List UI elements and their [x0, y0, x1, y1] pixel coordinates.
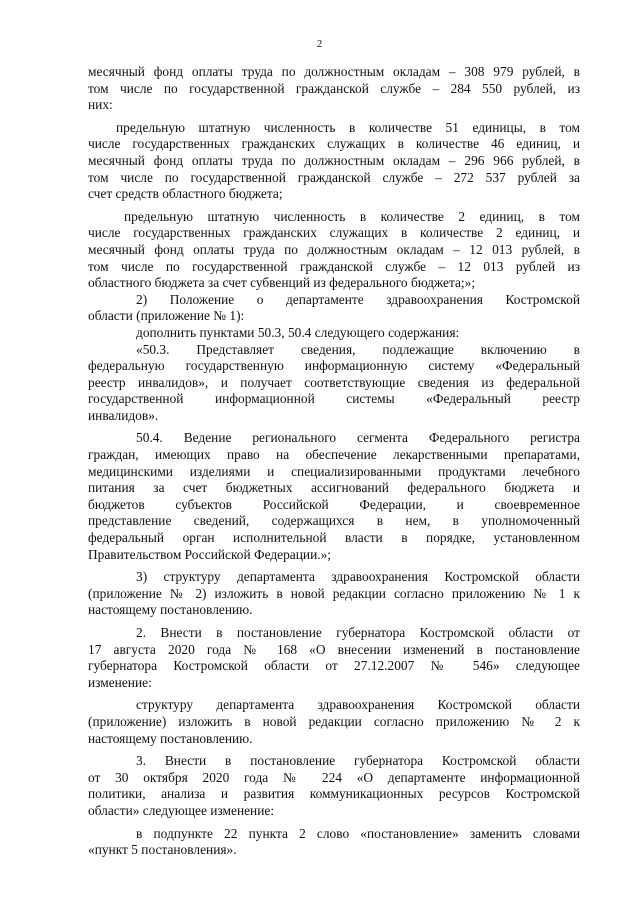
paragraph-item-50-4: [88, 430, 580, 563]
text-line: месячный фонд оплаты труда по должностным окладам – 12 013 рублей, в: [88, 241, 580, 257]
text-line: предельную штатную численность в количестве 2 единиц, в том: [124, 208, 580, 224]
text-line: от 30 октября 2020 года № 224 «О департаменте информационной: [88, 769, 580, 785]
text-line: (приложение № 2) изложить в новой редакции согласно приложению № 1 к: [88, 585, 580, 601]
text-line: граждан, имеющих право на обеспечение лекарственными препаратами,: [88, 447, 580, 463]
text-line: «пункт 5 постановления».: [88, 842, 237, 858]
text-line: 50.4. Ведение регионального сегмента Федерального регистра: [136, 430, 580, 446]
text-line: настоящему постановлению.: [88, 730, 253, 746]
text-line: государственной информационной системы «Федеральный реестр: [88, 391, 580, 407]
paragraph-section-3: [88, 753, 580, 819]
text-line: представление сведений, содержащихся в нем, в уполномоченный: [88, 513, 580, 529]
text-line: в подпункте 22 пункта 2 слово «постановление» заменить словами: [136, 825, 580, 841]
paragraph-staff-2: [88, 209, 580, 292]
text-line: настоящему постановлению.: [88, 602, 253, 618]
text-line: 2. Внести в постановление губернатора Костромской области от: [136, 625, 580, 640]
text-line: «50.3. Представляет сведения, подлежащие включению в: [136, 341, 580, 357]
paragraph-section-2: [88, 625, 580, 691]
text-line: том числе по государственной гражданской службе – 272 537 рублей за: [88, 169, 580, 185]
paragraph-health-department-regulation: [88, 292, 580, 325]
text-line: Правительством Российской Федерации.»;: [88, 546, 332, 562]
text-line: области (приложение № 1):: [88, 308, 245, 324]
text-line: реестр инвалидов», и получает соответствующие сведения из федеральной: [88, 374, 580, 390]
text-line: том числе по государственной гражданской службе – 12 013 рублей из: [88, 258, 580, 274]
text-line: 3. Внести в постановление губернатора Костромской области: [136, 753, 580, 769]
text-line: том числе по государственной гражданской службе – 284 550 рублей, из: [88, 80, 580, 96]
paragraph-staff-51: [88, 120, 580, 203]
document-body: [88, 64, 580, 859]
text-line: (приложение) изложить в новой редакции согласно приложению № 2 к: [88, 713, 580, 729]
paragraph-supplement-items: [88, 325, 580, 342]
text-line: структуру департамента здравоохранения Костромской области: [136, 697, 580, 713]
text-line: 17 августа 2020 года № 168 «О внесении изменений в постановление: [88, 641, 580, 657]
text-line: губернатора Костромской области от 27.12.2007 № 546» следующее: [88, 658, 580, 674]
text-line: 2) Положение о департаменте здравоохранения Костромской: [136, 291, 580, 307]
text-line: питания за счет бюджетных ассигнований федерального бюджета и: [88, 480, 580, 496]
text-line: бюджетов субъектов Российской Федерации, и своевременное: [88, 496, 580, 512]
paragraph-subitem-22: [88, 826, 580, 859]
text-line: месячный фонд оплаты труда по должностным окладам – 296 966 рублей, в: [88, 152, 580, 168]
paragraph-department-structure: [88, 569, 580, 619]
text-line: них:: [88, 97, 113, 113]
text-line: области» следующее изменение:: [88, 802, 275, 818]
text-line: областного бюджета за счет субвенций из федерального бюджета;»;: [88, 275, 476, 291]
text-line: медицинскими изделиями и специализированными продуктами лечебного: [88, 463, 580, 479]
text-line: числе государственных гражданских служащих в количестве 46 единиц, и: [88, 136, 580, 152]
page-number: 2: [316, 38, 323, 50]
text-line: инвалидов».: [88, 407, 159, 423]
text-line: политики, анализа и развития коммуникационных ресурсов Костромской: [88, 786, 580, 802]
paragraph-salary-fund: [88, 64, 580, 114]
text-line: числе государственных гражданских служащих в количестве 2 единиц, и: [88, 225, 580, 241]
text-line: месячный фонд оплаты труда по должностным окладам – 308 979 рублей, в: [88, 64, 580, 79]
paragraph-structure-appendix-2: [88, 697, 580, 747]
paragraph-item-50-3: [88, 342, 580, 425]
text-line: дополнить пунктами 50.3, 50.4 следующего содержания:: [136, 324, 460, 340]
text-line: федеральный орган исполнительной власти в порядке, установленном: [88, 530, 580, 546]
text-line: предельную штатную численность в количестве 51 единицы, в том: [116, 119, 580, 135]
text-line: счет средств областного бюджета;: [88, 186, 283, 202]
text-line: изменение:: [88, 674, 152, 690]
text-line: федеральную государственную информационную систему «Федеральный: [88, 358, 580, 374]
text-line: 3) структуру департамента здравоохранения Костромской области: [136, 569, 580, 585]
